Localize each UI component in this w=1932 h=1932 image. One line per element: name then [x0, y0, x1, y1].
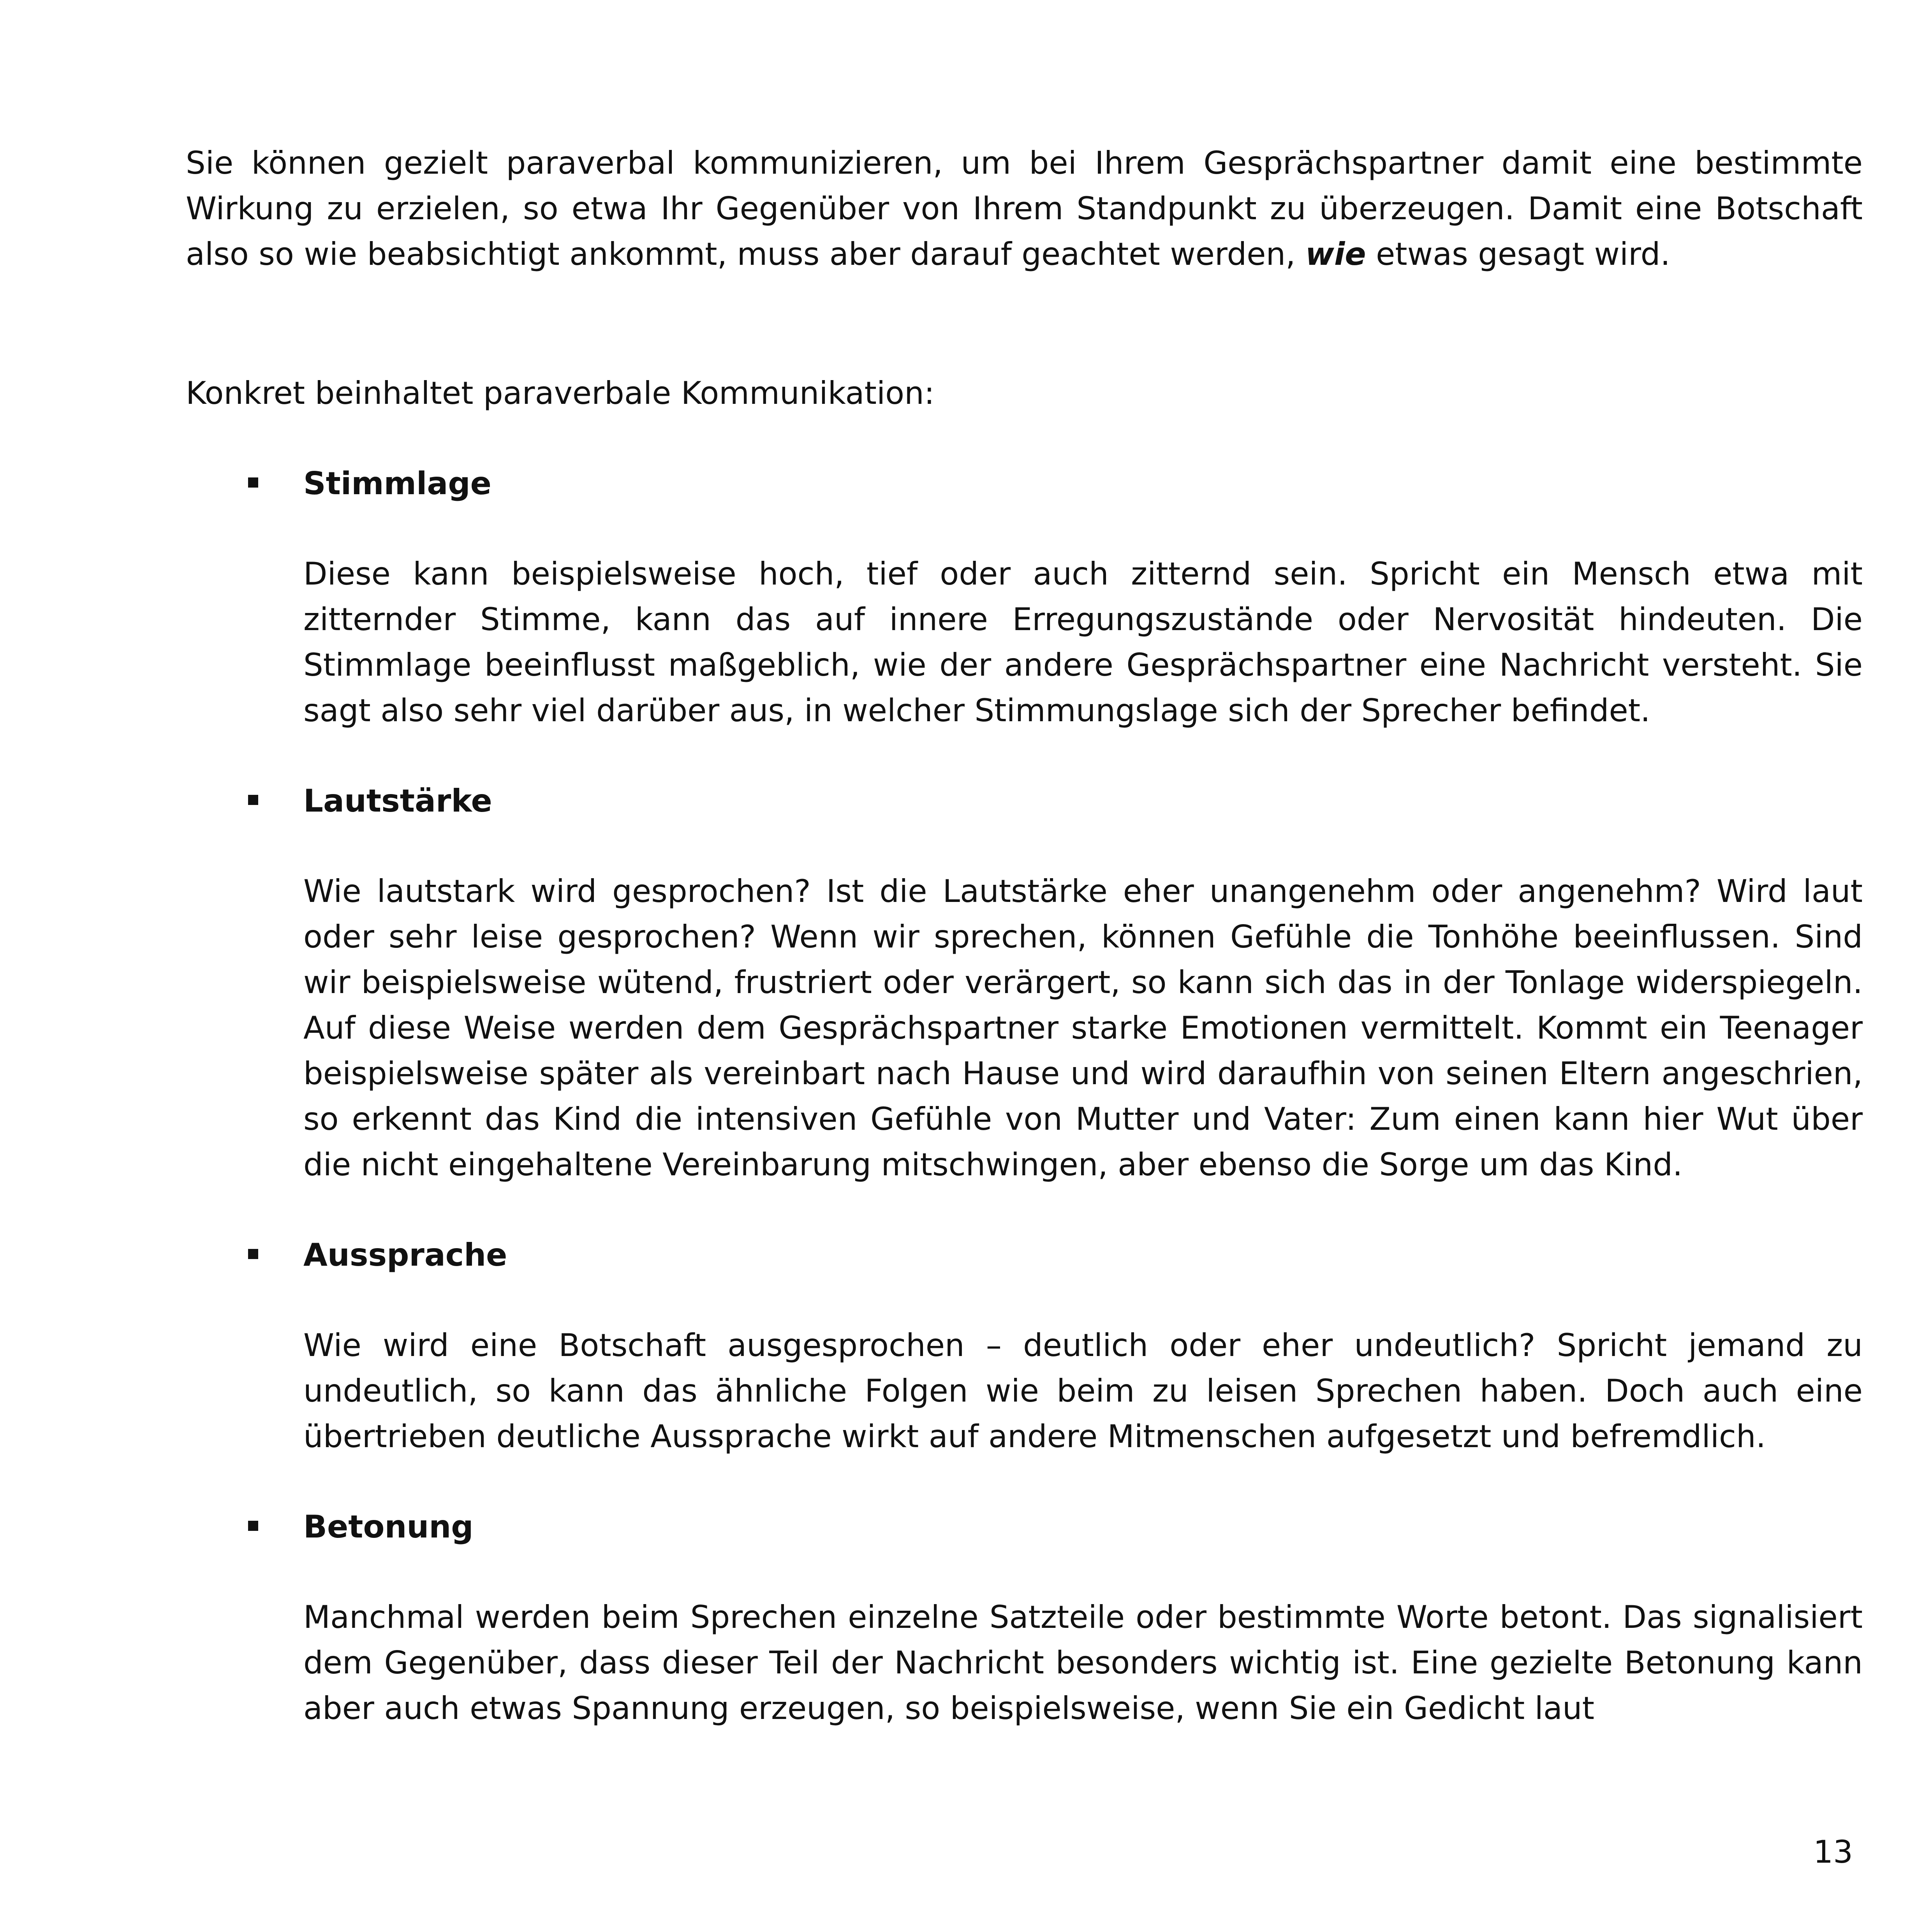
list-item-lautstaerke	[186, 778, 1863, 1187]
item-body: Wie lautstark wird gesprochen? Ist die Lautstärke eher unangenehm oder angenehm? Wird laut oder sehr leise gesprochen? Wenn wir sprechen, können Gefühle die Tonhöhe beeinflussen. Sind wir beispielsweise wütend, frustriert oder verärgert, so kann sich das in der Tonlage widerspiegeln. Auf diese Weise werden dem Gesprächspartner starke Emotionen vermittelt. Kommt ein Teenager beispielsweise später als vereinbart nach Hause und wird daraufhin von seinen Eltern angeschrien, so erkennt das Kind die intensiven Gefühle von Mutter und Vater: Zum einen kann hier Wut über die nicht eingehaltene Vereinbarung mitschwingen, aber ebenso die Sorge um das Kind.	[303, 873, 1863, 1183]
item-title: Betonung	[303, 1509, 474, 1545]
item-body: Diese kann beispielsweise hoch, tief oder auch zitternd sein. Spricht ein Mensch etwa mit zitternder Stimme, kann das auf innere Erregungszustände oder Nervosität hindeuten. Die Stimmlage beeinflusst maßgeblich, wie der andere Gesprächspartner eine Nachricht versteht. Sie sagt also sehr viel darüber aus, in welcher Stimmungslage sich der Sprecher befindet.	[303, 556, 1863, 729]
list-intro: Konkret beinhaltet paraverbale Kommunikation:	[186, 375, 935, 411]
page-content	[186, 140, 1863, 1776]
item-body: Wie wird eine Botschaft ausgesprochen – deutlich oder eher undeutlich? Spricht jemand zu undeutlich, so kann das ähnliche Folgen wie beim zu leisen Sprechen haben. Doch auch eine übertrieben deutliche Aussprache wirkt auf andere Mitmenschen aufgesetzt und befremdlich.	[303, 1327, 1863, 1455]
list-item-betonung	[186, 1504, 1863, 1731]
bullet-list	[186, 461, 1863, 1731]
square-bullet-icon	[248, 1521, 258, 1531]
square-bullet-icon	[248, 1249, 258, 1259]
list-item-aussprache	[186, 1232, 1863, 1459]
intro-text-before: Sie können gezielt paraverbal kommunizieren, um bei Ihrem Gesprächspartner damit eine bestimmte Wirkung zu erzielen, so etwa Ihr Gegenüber von Ihrem Standpunkt zu überzeugen. Damit eine Botschaft also so wie beabsichtigt ankommt, muss aber darauf geachtet werden,	[186, 145, 1863, 272]
square-bullet-icon	[248, 477, 258, 488]
intro-text-after: etwas gesagt wird.	[1366, 236, 1670, 272]
item-title: Lautstärke	[303, 783, 492, 819]
item-title: Stimmlage	[303, 465, 491, 502]
square-bullet-icon	[248, 795, 258, 805]
emphasis-wie: wie	[1305, 236, 1366, 272]
item-body: Manchmal werden beim Sprechen einzelne Satzteile oder bestimmte Worte betont. Das signalisiert dem Gegenüber, dass dieser Teil der Nachricht besonders wichtig ist. Eine gezielte Betonung kann aber auch etwas Spannung erzeugen, so beispielsweise, wenn Sie ein Gedicht laut	[303, 1599, 1863, 1726]
item-title: Aussprache	[303, 1237, 507, 1273]
list-item-stimmlage	[186, 461, 1863, 733]
intro-paragraph	[186, 140, 1863, 277]
page-number: 13	[1813, 1834, 1853, 1870]
